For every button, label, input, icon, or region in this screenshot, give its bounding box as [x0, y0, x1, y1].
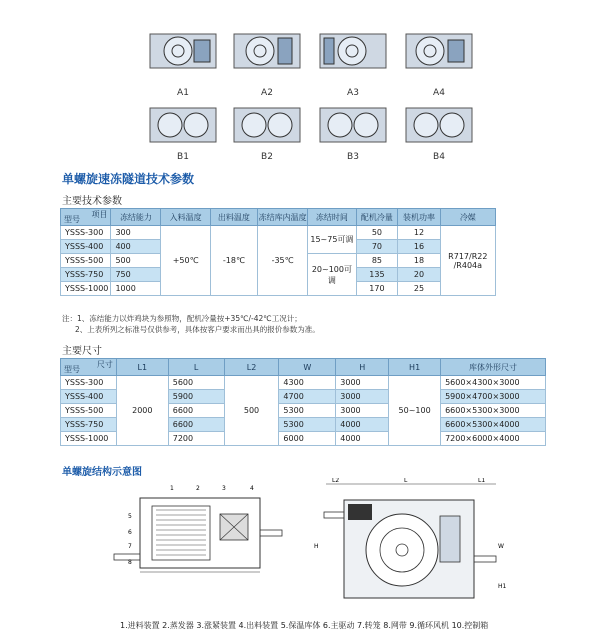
capacity-cell: 300	[111, 226, 161, 240]
dim-label-h1: H1	[498, 583, 507, 590]
layout-thumbnail-a1	[148, 30, 218, 72]
thumbnail-label: B4	[433, 152, 445, 162]
col-header: L	[168, 359, 224, 376]
note-line-2: 2、上表所列之标准号仅供参考，具体按客户要求而出具的报价参数为准。	[75, 325, 320, 334]
col-header: H1	[389, 359, 441, 376]
thumbnail-label: A4	[433, 88, 445, 98]
side-view-diagram	[100, 478, 300, 598]
section-title-tech-params: 单螺旋速冻隧道技术参数	[62, 172, 195, 186]
capacity-cell: 750	[111, 268, 161, 282]
callout-number: 3	[222, 485, 226, 492]
dimensions-table	[60, 358, 546, 446]
callout-number: 8	[128, 559, 132, 566]
w-cell: 6000	[279, 432, 336, 446]
thumbnail-label: A1	[177, 88, 189, 98]
thumbnail-label: A3	[347, 88, 359, 98]
layout-thumbnail-a2	[232, 30, 302, 72]
dims-cell: 5600×4300×3000	[441, 376, 546, 390]
l-cell: 6600	[168, 404, 224, 418]
dim-label-l: L	[404, 478, 408, 484]
power-cell: 18	[398, 254, 440, 268]
l-cell: 5900	[168, 390, 224, 404]
callout-number: 7	[128, 543, 132, 550]
l-cell: 7200	[168, 432, 224, 446]
corner-header: 项目 型号	[61, 209, 111, 226]
h-cell: 4000	[336, 418, 389, 432]
col-header: 配机冷量	[356, 209, 398, 226]
l2-cell: 500	[224, 376, 279, 446]
w-cell: 5300	[279, 418, 336, 432]
col-header: H	[336, 359, 389, 376]
cooling-cell: 50	[356, 226, 398, 240]
freeze-time-cell: 15~75可调	[308, 226, 356, 254]
col-header: 冻结时间	[308, 209, 356, 226]
model-cell: YSSS-1000	[61, 432, 117, 446]
w-cell: 4700	[279, 390, 336, 404]
dims-cell: 6600×5300×3000	[441, 404, 546, 418]
layout-thumbnail-a3	[318, 30, 388, 72]
power-cell: 25	[398, 282, 440, 296]
w-cell: 5300	[279, 404, 336, 418]
model-cell: YSSS-300	[61, 376, 117, 390]
l-cell: 6600	[168, 418, 224, 432]
thumbnail-label: B1	[177, 152, 189, 162]
corner-header: 尺寸 型号	[61, 359, 117, 376]
cooling-cell: 170	[356, 282, 398, 296]
cooling-cell: 135	[356, 268, 398, 282]
h1-cell: 50~100	[389, 376, 441, 446]
cooling-cell: 70	[356, 240, 398, 254]
col-header: W	[279, 359, 336, 376]
dims-cell: 5900×4700×3000	[441, 390, 546, 404]
h-cell: 4000	[336, 432, 389, 446]
callout-number: 1	[170, 485, 174, 492]
layout-thumbnail-b2	[232, 104, 302, 146]
col-header: 库体外形尺寸	[441, 359, 546, 376]
tech-params-table	[60, 208, 496, 296]
w-cell: 4300	[279, 376, 336, 390]
power-cell: 20	[398, 268, 440, 282]
power-cell: 16	[398, 240, 440, 254]
layout-thumbnail-a4	[404, 30, 474, 72]
section-title-structure: 单螺旋结构示意图	[62, 467, 142, 478]
note-line-1: 注：1、冻结能力以炸鸡块为参照物，配机冷量按+35℃/-42℃工况计；	[62, 314, 302, 323]
thumbnail-label: A2	[261, 88, 273, 98]
col-header: 入料温度	[161, 209, 210, 226]
callout-number: 6	[128, 529, 132, 536]
power-cell: 12	[398, 226, 440, 240]
h-cell: 3000	[336, 404, 389, 418]
model-cell: YSSS-1000	[61, 282, 111, 296]
h-cell: 3000	[336, 376, 389, 390]
model-cell: YSSS-400	[61, 240, 111, 254]
section-subtitle-dimensions: 主要尺寸	[62, 346, 102, 357]
thumbnail-label: B3	[347, 152, 359, 162]
dims-cell: 6600×5300×4000	[441, 418, 546, 432]
h-cell: 3000	[336, 390, 389, 404]
model-cell: YSSS-400	[61, 390, 117, 404]
section-subtitle-main-params: 主要技术参数	[62, 196, 122, 207]
l1-cell: 2000	[116, 376, 168, 446]
col-header: 冷媒	[440, 209, 495, 226]
col-header: L2	[224, 359, 279, 376]
room-temp-cell: -35℃	[257, 226, 307, 296]
dim-label-l1: L1	[478, 478, 486, 484]
table-row	[61, 226, 496, 240]
table-row	[61, 376, 546, 390]
layout-thumbnail-b3	[318, 104, 388, 146]
callout-number: 2	[196, 485, 200, 492]
l-cell: 5600	[168, 376, 224, 390]
thumbnail-label: B2	[261, 152, 273, 162]
capacity-cell: 500	[111, 254, 161, 268]
col-header: 装机功率	[398, 209, 440, 226]
capacity-cell: 400	[111, 240, 161, 254]
callout-number: 5	[128, 513, 132, 520]
dim-label-l2: L2	[332, 478, 340, 484]
model-cell: YSSS-750	[61, 268, 111, 282]
model-cell: YSSS-500	[61, 254, 111, 268]
dim-label-h: H	[314, 543, 319, 550]
col-header: 出料温度	[210, 209, 257, 226]
layout-thumbnail-b1	[148, 104, 218, 146]
layout-thumbnail-b4	[404, 104, 474, 146]
out-temp-cell: -18℃	[210, 226, 257, 296]
model-cell: YSSS-500	[61, 404, 117, 418]
col-header: L1	[116, 359, 168, 376]
top-view-diagram	[312, 478, 512, 608]
capacity-cell: 1000	[111, 282, 161, 296]
refrigerant-cell: R717/R22 /R404a	[440, 226, 495, 296]
dim-label-w: W	[498, 543, 504, 550]
diagram-legend: 1.进料装置 2.蒸发器 3.涨紧装置 4.出料装置 5.保温库体 6.主驱动 7.转笼 8.网带 9.循环风机 10.控制箱	[120, 621, 489, 630]
cooling-cell: 85	[356, 254, 398, 268]
col-header: 冻结能力	[111, 209, 161, 226]
col-header: 冻结库内温度	[257, 209, 307, 226]
callout-number: 4	[250, 485, 254, 492]
model-cell: YSSS-300	[61, 226, 111, 240]
in-temp-cell: +50℃	[161, 226, 210, 296]
dims-cell: 7200×6000×4000	[441, 432, 546, 446]
freeze-time-cell: 20~100可调	[308, 254, 356, 296]
model-cell: YSSS-750	[61, 418, 117, 432]
